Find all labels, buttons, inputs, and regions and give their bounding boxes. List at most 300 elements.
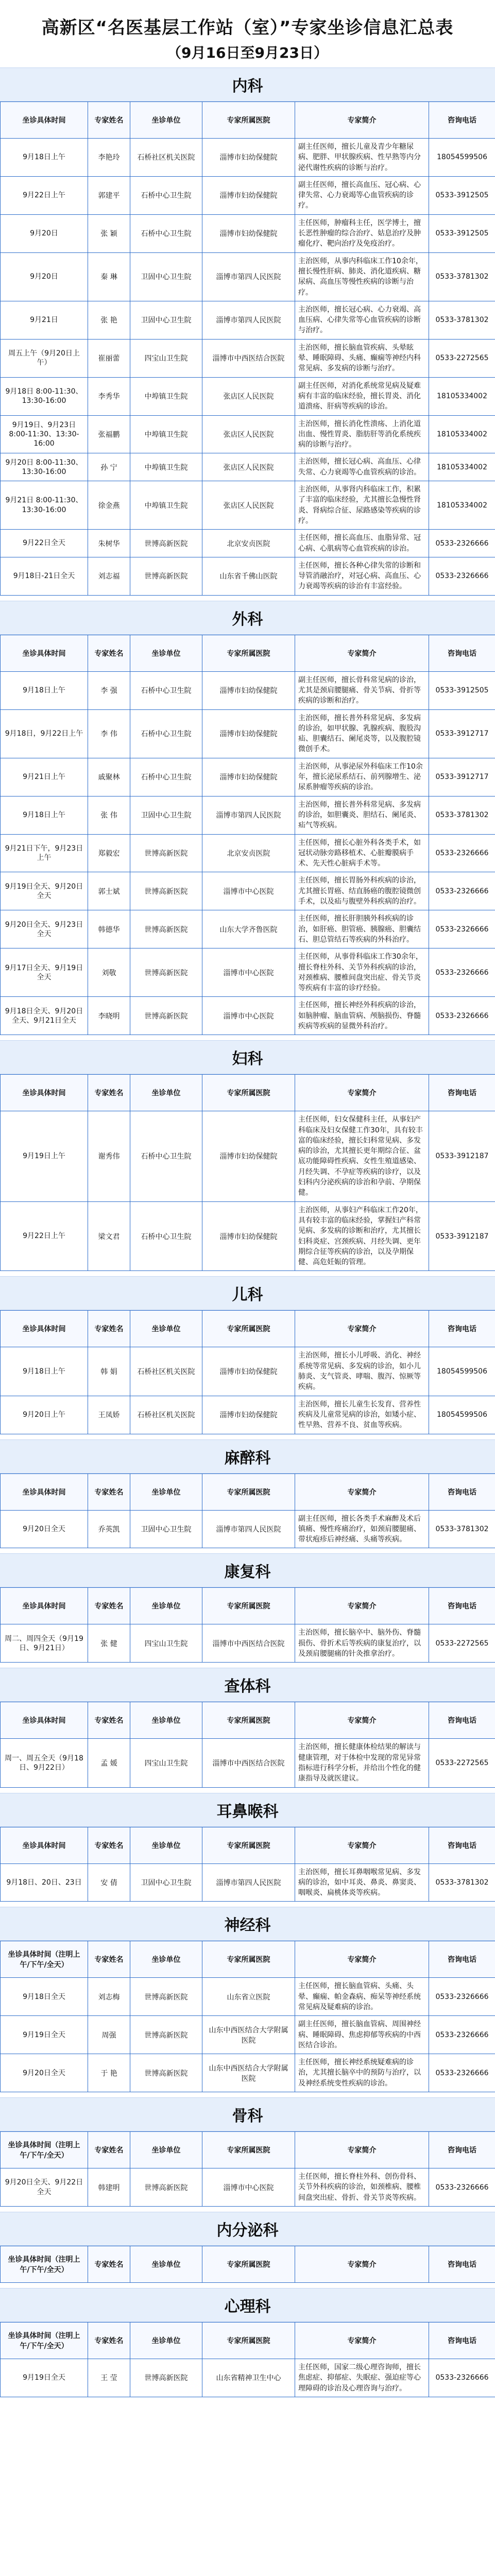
column-header-intro: 专家简介 [295, 2132, 429, 2168]
table-header-row [1, 102, 495, 139]
phone-cell: 18105334002 [429, 481, 495, 530]
time-cell: 9月20日全天、9月22日全天 [1, 2168, 88, 2207]
table-row [1, 139, 495, 177]
clinic-unit-cell: 卫固中心卫生院 [130, 252, 202, 301]
phone-cell: 0533-3912505 [429, 214, 495, 252]
clinic-unit-cell: 四宝山卫生院 [130, 1624, 202, 1663]
time-cell: 9月18日、20日、23日 [1, 1863, 88, 1902]
clinic-unit-cell: 世博高新医院 [130, 2359, 202, 2397]
doctor-name-cell: 张 艳 [88, 301, 130, 339]
phone-cell: 18105334002 [429, 377, 495, 415]
doctor-name-cell: 孙 宁 [88, 453, 130, 481]
time-cell: 9月18日上午 [1, 1347, 88, 1396]
table-row [1, 415, 495, 453]
intro-cell: 主任医师，擅长胃肠外科疾病的诊治，尤其擅长胃癌、结直肠癌的腹腔镜微创手术，以及疝与腹壁外科疾病的治疗。 [295, 872, 429, 910]
time-cell: 9月18日-21日全天 [1, 557, 88, 595]
clinic-unit-cell: 石桥中心卫生院 [130, 1201, 202, 1271]
hospital-cell: 北京安贞医院 [202, 530, 295, 557]
column-header-hospital: 专家所属医院 [202, 2246, 295, 2282]
intro-cell: 主治医师，擅长小儿呼吸、消化、神经系统等常见病、多发病的诊治，如小儿肺炎、支气管炎、哮喘、腹泻、惊厥等疾病。 [295, 1347, 429, 1396]
time-cell: 9月22日上午 [1, 176, 88, 214]
column-header-hospital: 专家所属医院 [202, 2132, 295, 2168]
column-header-time: 坐诊具体时间（注明上午/下午/全天） [1, 2246, 88, 2282]
intro-cell: 副主任医师，擅长儿童及青少年糖尿病、肥胖、甲状腺疾病、性早熟等内分泌代谢性疾病的诊断与治疗。 [295, 139, 429, 177]
clinic-unit-cell: 世博高新医院 [130, 2168, 202, 2207]
phone-cell: 0533-2326666 [429, 910, 495, 948]
table-row [1, 214, 495, 252]
doctor-name-cell: 韩 娟 [88, 1347, 130, 1396]
department-section [0, 601, 495, 1041]
doctor-table [0, 101, 495, 596]
department-section [0, 67, 495, 601]
clinic-unit-cell: 石桥中心卫生院 [130, 214, 202, 252]
phone-cell: 0533-3912717 [429, 758, 495, 796]
page-subtitle: （9月16日至9月23日） [167, 44, 328, 61]
time-cell: 9月18日上午 [1, 139, 88, 177]
table-row [1, 453, 495, 481]
intro-cell: 主治医师，擅长脑卒中、脑外伤、脊髓损伤、骨折术后等疾病的康复治疗，以及颈肩腰腿痛的针灸推拿治疗。 [295, 1624, 429, 1663]
department-section [0, 1553, 495, 1668]
department-title: 妇科 [0, 1040, 495, 1074]
sections-container [0, 67, 495, 2402]
column-header-intro: 专家简介 [295, 1588, 429, 1624]
hospital-cell: 山东省精神卫生中心 [202, 2359, 295, 2397]
table-row [1, 377, 495, 415]
phone-cell: 18105334002 [429, 415, 495, 453]
intro-cell: 主治医师，从事肾内科临床工作，积累了丰富的临床经验，尤其擅长急慢性肾炎、肾病综合征、尿路感染等疾病的诊疗。 [295, 481, 429, 530]
hospital-cell: 淄博市中西医结合医院 [202, 1624, 295, 1663]
doctor-name-cell: 朱树华 [88, 530, 130, 557]
clinic-unit-cell: 石桥中心卫生院 [130, 758, 202, 796]
doctor-name-cell: 王凤娇 [88, 1396, 130, 1434]
column-header-hospital: 专家所属医院 [202, 1075, 295, 1111]
column-header-intro: 专家简介 [295, 635, 429, 671]
column-header-name: 专家姓名 [88, 102, 130, 139]
intro-cell: 副主任医师，擅长各类手术麻醉及术后镇痛、慢性疼痛治疗，如颈肩腰腿痛、带状疱疹后神经痛、头痛等疾病。 [295, 1510, 429, 1548]
column-header-intro: 专家简介 [295, 2246, 429, 2282]
table-header-row [1, 2322, 495, 2359]
hospital-cell: 张店区人民医院 [202, 415, 295, 453]
column-header-unit: 坐诊单位 [130, 1827, 202, 1863]
column-header-name: 专家姓名 [88, 2246, 130, 2282]
column-header-unit: 坐诊单位 [130, 1588, 202, 1624]
column-header-intro: 专家简介 [295, 1941, 429, 1978]
doctor-name-cell: 韩德华 [88, 910, 130, 948]
hospital-cell: 淄博市中心医院 [202, 948, 295, 997]
phone-cell: 0533-2326666 [429, 834, 495, 872]
column-header-hospital: 专家所属医院 [202, 102, 295, 139]
doctor-name-cell: 乔英凯 [88, 1510, 130, 1548]
doctor-name-cell: 梁文君 [88, 1201, 130, 1271]
hospital-cell: 北京安贞医院 [202, 834, 295, 872]
clinic-unit-cell: 中埠镇卫生院 [130, 415, 202, 453]
doctor-table [0, 2322, 495, 2397]
doctor-name-cell: 李 伟 [88, 709, 130, 758]
department-title: 内科 [0, 67, 495, 101]
intro-cell: 副主任医师，擅长高血压、冠心病、心律失常、心力衰竭等心血管疾病的诊疗。 [295, 176, 429, 214]
intro-cell: 主任医师，擅长神经系统疑难病的诊治，尤其擅长脑卒中的预防与治疗，以及神经系统变性疾病的诊治。 [295, 2054, 429, 2092]
time-cell: 9月17日全天、9月19日全天 [1, 948, 88, 997]
doctor-name-cell: 李艳玲 [88, 139, 130, 177]
time-cell: 9月18日全天、9月20日全天、9月21日全天 [1, 997, 88, 1035]
column-header-name: 专家姓名 [88, 1827, 130, 1863]
column-header-time: 坐诊具体时间（注明上午/下午/全天） [1, 2322, 88, 2359]
clinic-unit-cell: 石桥中心卫生院 [130, 176, 202, 214]
column-header-intro: 专家简介 [295, 1473, 429, 1510]
table-row [1, 1978, 495, 2016]
column-header-phone: 咨询电话 [429, 2246, 495, 2282]
time-cell: 9月19日、9月23日 8:00-11:30、13:30-16:00 [1, 415, 88, 453]
column-header-unit: 坐诊单位 [130, 2322, 202, 2359]
column-header-phone: 咨询电话 [429, 1588, 495, 1624]
clinic-unit-cell: 卫固中心卫生院 [130, 1510, 202, 1548]
doctor-table [0, 1074, 495, 1271]
hospital-cell: 淄博市妇幼保健院 [202, 671, 295, 709]
column-header-name: 专家姓名 [88, 1941, 130, 1978]
hospital-cell: 淄博市第四人民医院 [202, 796, 295, 834]
hospital-cell: 淄博市妇幼保健院 [202, 1396, 295, 1434]
hospital-cell: 淄博市第四人民医院 [202, 1510, 295, 1548]
column-header-unit: 坐诊单位 [130, 2132, 202, 2168]
column-header-time: 坐诊具体时间 [1, 1075, 88, 1111]
column-header-phone: 咨询电话 [429, 1473, 495, 1510]
phone-cell: 0533-2326666 [429, 2168, 495, 2207]
hospital-cell: 淄博市妇幼保健院 [202, 758, 295, 796]
department-title: 外科 [0, 601, 495, 635]
page-header [0, 0, 495, 67]
column-header-phone: 咨询电话 [429, 1941, 495, 1978]
intro-cell: 主任医师，妇女保健科主任，从事妇产科临床及妇女保健工作30年，具有较丰富的临床经验，擅长妇科常见病、多发病的诊治，尤其擅长更年期综合征、盆底功能障碍性疾病、女性生殖道感染、月经失调、不孕症等疾病的诊疗，以及妇科内分泌疾病的诊治和孕前、孕期保健。 [295, 1111, 429, 1201]
phone-cell: 0533-2326666 [429, 948, 495, 997]
intro-cell: 主治医师，擅长耳鼻咽喉常见病、多发病的诊治，如中耳炎、鼻炎、鼻窦炎、咽喉炎、扁桃体炎等疾病。 [295, 1863, 429, 1902]
column-header-hospital: 专家所属医院 [202, 1702, 295, 1739]
table-row [1, 481, 495, 530]
time-cell: 9月20日 8:00-11:30、13:30-16:00 [1, 453, 88, 481]
hospital-cell: 淄博市第四人民医院 [202, 252, 295, 301]
doctor-name-cell: 郑毅宏 [88, 834, 130, 872]
column-header-name: 专家姓名 [88, 2322, 130, 2359]
clinic-unit-cell: 四宝山卫生院 [130, 339, 202, 377]
clinic-unit-cell: 世博高新医院 [130, 948, 202, 997]
department-section [0, 1276, 495, 1439]
time-cell: 9月19日全天、9月20日全天 [1, 872, 88, 910]
table-header-row [1, 1827, 495, 1863]
hospital-cell: 淄博市中心医院 [202, 997, 295, 1035]
doctor-table [0, 1702, 495, 1787]
column-header-unit: 坐诊单位 [130, 102, 202, 139]
intro-cell: 主治医师，擅长普外科常见病、多发病的诊治，如甲状腺、乳腺疾病、腹股沟疝、胆囊结石、阑尾炎等，以及腹腔镜微创手术。 [295, 709, 429, 758]
table-row [1, 2168, 495, 2207]
time-cell: 9月18日上午 [1, 796, 88, 834]
intro-cell: 主治医师，擅长脑血管疾病、头晕眩晕、睡眠障碍、头痛、癫痫等神经内科常见病、多发病的诊断与治疗。 [295, 339, 429, 377]
time-cell: 9月19日全天 [1, 2359, 88, 2397]
clinic-unit-cell: 世博高新医院 [130, 1978, 202, 2016]
phone-cell: 0533-2272565 [429, 1624, 495, 1663]
phone-cell: 0533-3912187 [429, 1201, 495, 1271]
hospital-cell: 淄博市中西医结合医院 [202, 1739, 295, 1787]
department-section [0, 1907, 495, 2097]
department-section [0, 2288, 495, 2402]
column-header-name: 专家姓名 [88, 1473, 130, 1510]
intro-cell: 副主任医师，擅长脑血管病、周围神经病、睡眠障碍、焦虑抑郁等疾病的中西医结合诊治。 [295, 2016, 429, 2054]
time-cell: 9月22日上午 [1, 1201, 88, 1271]
doctor-table [0, 2131, 495, 2207]
hospital-cell: 淄博市第四人民医院 [202, 1863, 295, 1902]
doctor-name-cell: 李 强 [88, 671, 130, 709]
column-header-time: 坐诊具体时间 [1, 1827, 88, 1863]
time-cell: 9月21日 [1, 301, 88, 339]
table-row [1, 339, 495, 377]
doctor-name-cell: 王 莹 [88, 2359, 130, 2397]
department-title: 内分泌科 [0, 2212, 495, 2246]
doctor-name-cell: 刘敬 [88, 948, 130, 997]
hospital-cell: 山东省立医院 [202, 1978, 295, 2016]
table-row [1, 834, 495, 872]
column-header-intro: 专家简介 [295, 1702, 429, 1739]
table-row [1, 252, 495, 301]
column-header-hospital: 专家所属医院 [202, 1941, 295, 1978]
phone-cell: 0533-2326666 [429, 530, 495, 557]
doctor-name-cell: 孟 媛 [88, 1739, 130, 1787]
clinic-unit-cell: 世博高新医院 [130, 530, 202, 557]
clinic-unit-cell: 石桥社区机关医院 [130, 1347, 202, 1396]
table-row [1, 2016, 495, 2054]
department-title: 心理科 [0, 2288, 495, 2322]
table-header-row [1, 1473, 495, 1510]
time-cell: 9月20日全天 [1, 2054, 88, 2092]
table-header-row [1, 1588, 495, 1624]
phone-cell: 18054599506 [429, 1396, 495, 1434]
table-row [1, 671, 495, 709]
column-header-name: 专家姓名 [88, 2132, 130, 2168]
intro-cell: 主治医师，从事内科临床工作10余年，擅长慢性肝病、肺炎、消化道疾病、糖尿病、高血压等慢性疾病的诊断与治疗。 [295, 252, 429, 301]
clinic-unit-cell: 世博高新医院 [130, 872, 202, 910]
hospital-cell: 淄博市妇幼保健院 [202, 709, 295, 758]
time-cell: 9月19日上午 [1, 1111, 88, 1201]
phone-cell: 0533-3912505 [429, 671, 495, 709]
hospital-cell: 淄博市妇幼保健院 [202, 214, 295, 252]
hospital-cell: 张店区人民医院 [202, 481, 295, 530]
table-row [1, 1201, 495, 1271]
phone-cell: 0533-2326666 [429, 557, 495, 595]
time-cell: 9月18日上午 [1, 671, 88, 709]
hospital-cell: 淄博市中西医结合医院 [202, 339, 295, 377]
hospital-cell: 淄博市妇幼保健院 [202, 1347, 295, 1396]
intro-cell: 主任医师，擅长脊柱外科、创伤骨科、关节外科疾病的诊治，如颈椎病、腰椎间盘突出症、骨折、骨关节炎等疾病。 [295, 2168, 429, 2207]
time-cell: 周一、周五全天（9月18日、9月22日） [1, 1739, 88, 1787]
clinic-unit-cell: 中埠镇卫生院 [130, 481, 202, 530]
phone-cell: 0533-2326666 [429, 2359, 495, 2397]
hospital-cell: 淄博市妇幼保健院 [202, 139, 295, 177]
intro-cell: 副主任医师，对消化系统常见病及疑难病有丰富的临床经验，擅长胃炎、消化道溃疡、肝病等疾病的诊治。 [295, 377, 429, 415]
department-title: 儿科 [0, 1276, 495, 1310]
phone-cell: 0533-3781302 [429, 301, 495, 339]
doctor-table [0, 635, 495, 1036]
doctor-name-cell: 秦 琳 [88, 252, 130, 301]
department-section [0, 1668, 495, 1792]
phone-cell: 0533-3912505 [429, 176, 495, 214]
doctor-table [0, 1827, 495, 1902]
column-header-time: 坐诊具体时间 [1, 1702, 88, 1739]
doctor-name-cell: 张 颖 [88, 214, 130, 252]
hospital-cell: 山东中西医结合大学附属医院 [202, 2054, 295, 2092]
department-title: 骨科 [0, 2097, 495, 2131]
doctor-name-cell: 于 艳 [88, 2054, 130, 2092]
table-row [1, 709, 495, 758]
time-cell: 9月21日 8:00-11:30、13:30-16:00 [1, 481, 88, 530]
doctor-table [0, 1587, 495, 1663]
table-header-row [1, 635, 495, 671]
clinic-unit-cell: 石桥中心卫生院 [130, 709, 202, 758]
intro-cell: 主任医师，擅长心脏外科各类手术，如冠状动脉旁路移植术、心脏瓣膜病手术、先天性心脏病手术等。 [295, 834, 429, 872]
doctor-name-cell: 安 倩 [88, 1863, 130, 1902]
time-cell: 9月20日 [1, 214, 88, 252]
table-row [1, 872, 495, 910]
table-row [1, 1863, 495, 1902]
clinic-unit-cell: 中埠镇卫生院 [130, 377, 202, 415]
column-header-name: 专家姓名 [88, 1075, 130, 1111]
clinic-unit-cell: 世博高新医院 [130, 997, 202, 1035]
column-header-time: 坐诊具体时间 [1, 1588, 88, 1624]
column-header-name: 专家姓名 [88, 1311, 130, 1347]
intro-cell: 主任医师，擅长各种心律失常的诊断和导管消融治疗，对冠心病、高血压、心力衰竭等疾病的诊治有丰富经验。 [295, 557, 429, 595]
doctor-name-cell: 李秀华 [88, 377, 130, 415]
phone-cell: 0533-3781302 [429, 796, 495, 834]
intro-cell: 主治医师，从事泌尿外科临床工作10余年，擅长泌尿系结石、前列腺增生、泌尿系肿瘤等疾病的诊治。 [295, 758, 429, 796]
phone-cell: 0533-2326666 [429, 2054, 495, 2092]
column-header-intro: 专家简介 [295, 1075, 429, 1111]
hospital-cell: 淄博市中心医院 [202, 2168, 295, 2207]
doctor-name-cell: 李晓明 [88, 997, 130, 1035]
time-cell: 9月22日全天 [1, 530, 88, 557]
doctor-name-cell: 周强 [88, 2016, 130, 2054]
phone-cell: 0533-2326666 [429, 1978, 495, 2016]
column-header-hospital: 专家所属医院 [202, 2322, 295, 2359]
hospital-cell: 山东省千佛山医院 [202, 557, 295, 595]
intro-cell: 主治医师，从事妇产科临床工作20年，具有较丰富的临床经验，掌握妇产科常见病、多发病的诊断和治疗，尤其擅长妇科炎症、宫颈疾病、月经失调、更年期综合征等疾病的诊治，以及孕期保健、高危妊娠的管理。 [295, 1201, 429, 1271]
clinic-unit-cell: 世博高新医院 [130, 557, 202, 595]
phone-cell: 0533-2326666 [429, 2016, 495, 2054]
hospital-cell: 淄博市妇幼保健院 [202, 176, 295, 214]
time-cell: 9月18日 8:00-11:30、13:30-16:00 [1, 377, 88, 415]
column-header-unit: 坐诊单位 [130, 1473, 202, 1510]
clinic-unit-cell: 卫固中心卫生院 [130, 301, 202, 339]
clinic-unit-cell: 卫固中心卫生院 [130, 796, 202, 834]
clinic-unit-cell: 世博高新医院 [130, 910, 202, 948]
hospital-cell: 山东中西医结合大学附属医院 [202, 2016, 295, 2054]
table-header-row [1, 2246, 495, 2282]
intro-cell: 主治医师，擅长儿童生长发育、营养性疾病及儿童常见病的诊治，如矮小症、性早熟、营养不良、贫血等疾病。 [295, 1396, 429, 1434]
doctor-name-cell: 刘志福 [88, 557, 130, 595]
column-header-hospital: 专家所属医院 [202, 635, 295, 671]
column-header-hospital: 专家所属医院 [202, 1311, 295, 1347]
doctor-table [0, 1941, 495, 2092]
phone-cell: 0533-2272565 [429, 339, 495, 377]
column-header-phone: 咨询电话 [429, 102, 495, 139]
table-row [1, 530, 495, 557]
table-row [1, 557, 495, 595]
column-header-unit: 坐诊单位 [130, 1702, 202, 1739]
table-header-row [1, 1702, 495, 1739]
time-cell: 9月18日，9月22日上午 [1, 709, 88, 758]
column-header-phone: 咨询电话 [429, 1075, 495, 1111]
department-section [0, 1793, 495, 1907]
department-title: 麻醉科 [0, 1439, 495, 1473]
clinic-unit-cell: 石桥中心卫生院 [130, 1111, 202, 1201]
table-row [1, 758, 495, 796]
phone-cell: 18054599506 [429, 139, 495, 177]
department-title: 查体科 [0, 1668, 495, 1702]
intro-cell: 主任医师，肿瘤科主任，医学博士，擅长恶性肿瘤的综合治疗、姑息治疗及肿瘤化疗、靶向治疗及免疫治疗。 [295, 214, 429, 252]
table-header-row [1, 1941, 495, 1978]
time-cell: 周二、周四全天（9月19日、9月21日） [1, 1624, 88, 1663]
phone-cell: 0533-3781302 [429, 1863, 495, 1902]
hospital-cell: 张店区人民医院 [202, 377, 295, 415]
column-header-intro: 专家简介 [295, 1311, 429, 1347]
table-row [1, 948, 495, 997]
intro-cell: 主治医师，擅长健康体检结果的解读与健康管理，对于体检中发现的常见异常指标进行科学分析，并给出个性化的健康指导及就医建议。 [295, 1739, 429, 1787]
doctor-name-cell: 戚聚林 [88, 758, 130, 796]
phone-cell: 18105334002 [429, 453, 495, 481]
doctor-name-cell: 刘志梅 [88, 1978, 130, 2016]
column-header-unit: 坐诊单位 [130, 1941, 202, 1978]
column-header-phone: 咨询电话 [429, 2132, 495, 2168]
column-header-hospital: 专家所属医院 [202, 1588, 295, 1624]
intro-cell: 副主任医师，擅长骨科常见病的诊治，尤其是颈肩腰腿痛、骨关节病、骨折等疾病的诊断和治疗。 [295, 671, 429, 709]
clinic-unit-cell: 卫固中心卫生院 [130, 1863, 202, 1902]
hospital-cell: 淄博市第四人民医院 [202, 301, 295, 339]
column-header-unit: 坐诊单位 [130, 1311, 202, 1347]
column-header-time: 坐诊具体时间 [1, 635, 88, 671]
column-header-phone: 咨询电话 [429, 1311, 495, 1347]
doctor-name-cell: 徐金燕 [88, 481, 130, 530]
table-row [1, 1510, 495, 1548]
column-header-time: 坐诊具体时间（注明上午/下午/全天） [1, 1941, 88, 1978]
time-cell: 9月18日全天 [1, 1978, 88, 2016]
time-cell: 9月20日上午 [1, 1396, 88, 1434]
table-row [1, 1111, 495, 1201]
time-cell: 周五上午（9月20日上午） [1, 339, 88, 377]
intro-cell: 主任医师，从事骨科临床工作30余年，擅长脊柱外科、关节外科疾病的诊治，对颈椎病、腰椎间盘突出症、骨关节炎等疾病有丰富的诊疗经验。 [295, 948, 429, 997]
doctor-table [0, 1310, 495, 1434]
doctor-name-cell: 郭建平 [88, 176, 130, 214]
phone-cell: 0533-2326666 [429, 997, 495, 1035]
column-header-phone: 咨询电话 [429, 635, 495, 671]
column-header-unit: 坐诊单位 [130, 1075, 202, 1111]
intro-cell: 主任医师，擅长高血压、血脂异常、冠心病、心肌病等心血管疾病的诊治。 [295, 530, 429, 557]
time-cell: 9月21日上午 [1, 758, 88, 796]
doctor-name-cell: 崔丽蕾 [88, 339, 130, 377]
hospital-cell: 山东大学齐鲁医院 [202, 910, 295, 948]
phone-cell: 0533-3912187 [429, 1111, 495, 1201]
hospital-cell: 张店区人民医院 [202, 453, 295, 481]
table-row [1, 796, 495, 834]
clinic-unit-cell: 石桥社区机关医院 [130, 139, 202, 177]
department-section [0, 1439, 495, 1554]
phone-cell: 0533-2272565 [429, 1739, 495, 1787]
phone-cell: 0533-3781302 [429, 252, 495, 301]
column-header-intro: 专家简介 [295, 102, 429, 139]
doctor-name-cell: 郭士斌 [88, 872, 130, 910]
column-header-phone: 咨询电话 [429, 1827, 495, 1863]
doctor-name-cell: 谢秀伟 [88, 1111, 130, 1201]
time-cell: 9月20日全天、9月23日全天 [1, 910, 88, 948]
column-header-name: 专家姓名 [88, 635, 130, 671]
table-row [1, 176, 495, 214]
table-header-row [1, 1311, 495, 1347]
column-header-phone: 咨询电话 [429, 1702, 495, 1739]
table-row [1, 1396, 495, 1434]
